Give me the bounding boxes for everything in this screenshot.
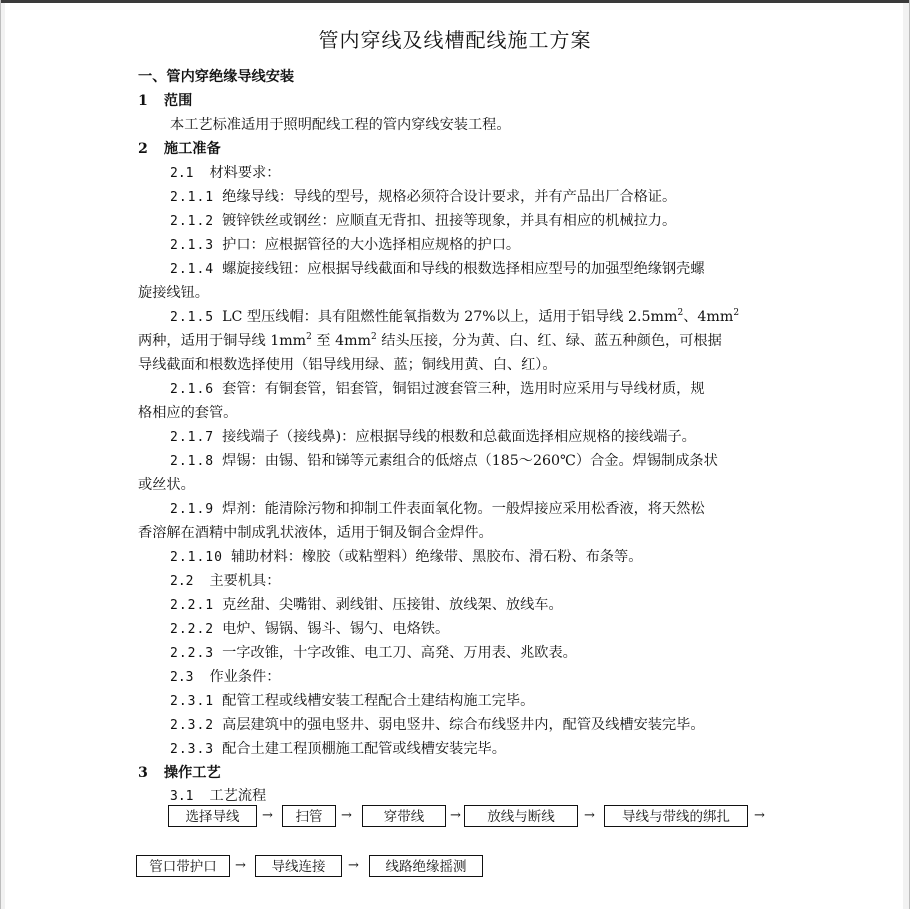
- item-text: 焊剂：能清除污物和抑制工件表面氧化物。一般焊接应采用松香液，将天然松: [222, 501, 705, 517]
- item-number: 2.2.1: [170, 598, 215, 613]
- heading-label: 施工准备: [163, 141, 221, 157]
- item-text: 克丝甜、尖嘴钳、剥线钳、压接钳、放线架、放线车。: [222, 597, 563, 613]
- item-text: 配管工程或线槽安装工程配合土建结构施工完毕。: [222, 693, 535, 709]
- item-text: 焊锡：由锡、铅和锑等元素组合的低熔点（185～260℃）合金。焊锡制成条状: [222, 453, 718, 469]
- item-2-1-6: [170, 379, 705, 400]
- item-number: 3.1: [170, 789, 194, 804]
- superscript: 2: [371, 332, 377, 342]
- item-2-2-1: [170, 595, 563, 616]
- item-number: 2.1.9: [170, 502, 215, 517]
- item-2-1-9-continued: 香溶解在酒精中制成乳状液体，适用于铜及铜合金焊件。: [138, 525, 493, 541]
- flow-arrow-icon: →: [262, 808, 273, 823]
- item-text: LC 型压线帽：具有阻燃性能氧指数为 27%以上，适用于铝导线 2.5mm: [222, 309, 678, 325]
- item-number: 2.1.8: [170, 454, 215, 469]
- item-number: 2.1.7: [170, 430, 215, 445]
- superscript: 2: [733, 308, 740, 318]
- item-2-3-3: [170, 739, 506, 760]
- item-2-1-10: [170, 547, 642, 568]
- item-number: 2.3.2: [170, 718, 215, 733]
- item-text: 套管：有铜套管，铝套管，铜铝过渡套管三种，选用时应采用与导线材质，规: [222, 381, 705, 397]
- item-2-1-7: [170, 427, 696, 448]
- flow-step-pay-off-and-cut: 放线与断线: [464, 805, 578, 827]
- flow-arrow-icon: →: [348, 858, 359, 873]
- item-2-1-4: [170, 259, 705, 280]
- item-2-1-5-line3: 导线截面和根数选择使用（铝导线用绿、蓝；铜线用黄、白、红）。: [138, 357, 557, 373]
- item-number: 2.2: [170, 574, 194, 589]
- flow-step-bind-wire: 导线与带线的绑扎: [604, 805, 748, 827]
- item-2-3-2: [170, 715, 705, 736]
- flow-step-wire-connection: 导线连接: [255, 855, 342, 877]
- flow-arrow-icon: →: [754, 808, 765, 823]
- item-2-1-5: [170, 307, 739, 328]
- heading-number: 2: [138, 141, 148, 157]
- item-2-1-8: [170, 451, 718, 472]
- item-2-2: [170, 571, 280, 592]
- item-number: 2.1: [170, 166, 194, 181]
- item-2-1-1: [170, 187, 676, 208]
- heading-label: 范围: [163, 93, 193, 109]
- superscript: 2: [677, 308, 684, 318]
- heading-number: 1: [138, 93, 148, 109]
- item-2-1-2: [170, 211, 676, 232]
- item-text: 工艺流程: [209, 788, 267, 804]
- item-number: 2.1.3: [170, 238, 215, 253]
- flow-arrow-icon: →: [584, 808, 595, 823]
- flow-arrow-icon: →: [450, 808, 461, 823]
- item-number: 2.1.10: [170, 550, 223, 565]
- heading-scope: [138, 91, 192, 111]
- item-text: 结头压接，分为黄、白、红、绿、蓝五种颜色，可根据: [376, 333, 722, 349]
- document-title: 管内穿线及线槽配线施工方案: [318, 28, 592, 52]
- heading-number: 3: [138, 765, 148, 781]
- item-number: 2.3.1: [170, 694, 215, 709]
- item-text: 接线端子（接线鼻)：应根据导线的根数和总截面选择相应规格的接线端子。: [222, 429, 696, 445]
- heading-label: 操作工艺: [163, 765, 221, 781]
- item-text: 绝缘导线：导线的型号，规格必须符合设计要求，并有产品出厂合格证。: [222, 189, 677, 205]
- flow-arrow-icon: →: [341, 808, 352, 823]
- item-2-1-3: [170, 235, 520, 256]
- item-text: 、4mm: [683, 309, 734, 325]
- heading-preparation: [138, 139, 221, 159]
- flow-step-insulation-test: 线路绝缘摇测: [369, 855, 483, 877]
- item-text: 护口：应根据管径的大小选择相应规格的护口。: [222, 237, 521, 253]
- item-text: 两种，适用于铜导线 1mm: [138, 333, 307, 349]
- superscript: 2: [306, 332, 312, 342]
- scope-body: 本工艺标准适用于照明配线工程的管内穿线安装工程。: [170, 117, 511, 133]
- item-2-1-5-line2: [138, 331, 722, 351]
- item-text: 一字改锥，十字改锥、电工刀、高発、万用表、兆欧表。: [222, 645, 577, 661]
- item-text: 材料要求：: [209, 165, 281, 181]
- item-text: 主要机具：: [209, 573, 281, 589]
- flow-arrow-icon: →: [235, 858, 246, 873]
- item-text: 配合土建工程顶棚施工配管或线槽安装完毕。: [222, 741, 506, 757]
- item-text: 辅助材料：橡胶（或粘塑料）绝缘带、黑胶布、滑石粉、布条等。: [230, 549, 643, 565]
- flow-step-sweep-pipe: 扫管: [282, 805, 336, 827]
- section-heading-1: 一、管内穿绝缘导线安装: [138, 69, 295, 85]
- item-2-1-8-continued: 或丝状。: [138, 477, 195, 493]
- item-text: 作业条件：: [209, 669, 281, 685]
- item-text: 至 4mm: [311, 333, 372, 349]
- flow-step-pull-lead-wire: 穿带线: [362, 805, 446, 827]
- item-number: 2.1.2: [170, 214, 215, 229]
- item-2-1-6-continued: 格相应的套管。: [138, 405, 238, 421]
- item-number: 2.2.2: [170, 622, 215, 637]
- item-2-2-3: [170, 643, 577, 664]
- item-number: 2.1.4: [170, 262, 215, 277]
- window-left-border: [0, 0, 1, 909]
- flow-step-pipe-bushing: 管口带护口: [136, 855, 230, 877]
- item-text: 螺旋接线钮：应根据导线截面和导线的根数选择相应型号的加强型绝缘钢壳螺: [222, 261, 705, 277]
- item-2-2-2: [170, 619, 449, 640]
- item-text: 高层建筑中的强电竖井、弱电竖井、综合布线竖井内，配管及线槽安装完毕。: [222, 717, 705, 733]
- item-2-1-9: [170, 499, 705, 520]
- item-number: 2.2.3: [170, 646, 215, 661]
- item-2-1: [170, 163, 280, 184]
- item-number: 2.3: [170, 670, 194, 685]
- item-text: 电炉、锡锅、锡斗、锡勺、电烙铁。: [222, 621, 450, 637]
- item-text: 镀锌铁丝或钢丝：应顺直无背扣、扭接等现象，并具有相应的机械拉力。: [222, 213, 677, 229]
- item-number: 2.1.5: [170, 310, 215, 325]
- item-number: 2.1.6: [170, 382, 215, 397]
- item-number: 2.1.1: [170, 190, 215, 205]
- flow-step-select-wire: 选择导线: [168, 805, 257, 827]
- item-3-1: [170, 786, 266, 807]
- item-2-3: [170, 667, 280, 688]
- item-number: 2.3.3: [170, 742, 215, 757]
- item-2-1-4-continued: 旋接线钮。: [138, 285, 209, 301]
- item-2-3-1: [170, 691, 534, 712]
- heading-operation: [138, 763, 221, 783]
